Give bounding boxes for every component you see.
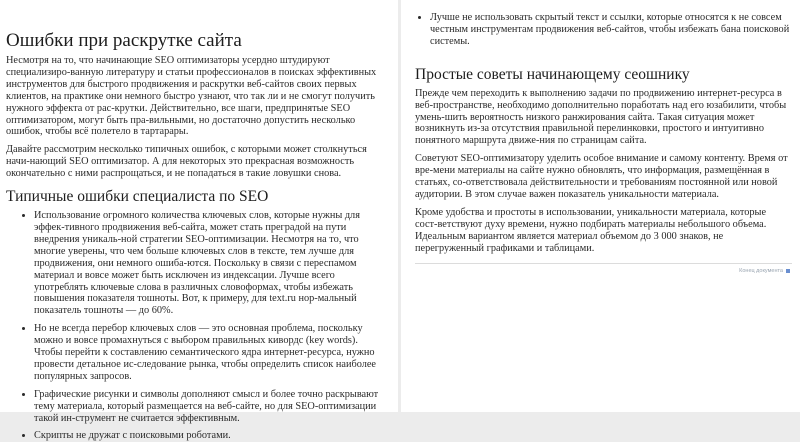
list-item: • Графические рисунки и символы дополняют смысл и более точно раскрывают тему материала, который размещается на веб-сайте, но для SEO-оптимизации такой ин-струмент не считается эффективным. (34, 389, 388, 425)
tips-paragraph: Советуют SEO-оптимизатору уделить особое внимание и самому контенту. Время от вре-мени материалы на сайте нужно обновлять, что информация, размещённая в статьях, со-ответствовала действительности и требованиям постоянной или новой аудитории. В этом случае важен показатель уникальности материала. (415, 153, 788, 200)
document-end-divider (415, 263, 792, 274)
document-end-marker[interactable] (739, 268, 790, 274)
document-end-icon (786, 269, 790, 273)
error-list (6, 210, 388, 442)
list-item: • Скрипты не дружат с поисковыми роботами. (34, 430, 388, 442)
list-item: • Использование огромного количества ключевых слов, которые нужны для эффек-тивного продвижения веб-сайта, может стать преградой на пути внедрения уникаль-ной стратегии SEO-оптимизации. Несмотря на то, что многие уверены, что чем больше ключевых слов в тексте, тем лучше для продвижения, они немного ошиба-ются. Поскольку в связи с переспамом материал и вовсе может быть исключен из индексации. Лучше всего употреблять ключевые слова в различных словоформах, чтобы избежать повышения показателя тошноты. Вот, к примеру, для text.ru нор-мальный показатель тошноты — до 60%. (34, 210, 388, 317)
document-page-1 (0, 0, 398, 442)
section-heading-typical-errors: Типичные ошибки специалиста по SEO (6, 188, 269, 206)
list-item: • Лучше не использовать скрытый текст и ссылки, которые относятся к не совсем честным инструментам продвижения веб-сайтов, чтобы избежать бана поисковой системы. (430, 12, 790, 48)
tips-paragraph: Прежде чем переходить к выполнению задачи по продвижению интернет-ресурса в веб-пространстве, необходимо дополнительно поработать над его юзабилити, чтобы умень-шить вероятность низкого ранжирования сайта. Такая ситуация может возникнуть из-за отсутствия правильной перелинковки, простого и интуитивно понятного маршрута движе-ния по страницам сайта. (415, 87, 787, 147)
list-item: • Но не всегда перебор ключевых слов — это основная проблема, поскольку можно и вовсе промахнуться с выбором правильных кивордс (key words). Чтобы перейти к составлению семантического ядра интернет-ресурса, нужно провести детальное ис-следование рынка, чтобы определить список наиболее популярных запросов. (34, 323, 388, 383)
article-title: Ошибки при раскрутке сайта (6, 30, 242, 51)
document-page-2 (401, 0, 800, 412)
tips-paragraph: Кроме удобства и простоты в использовании, уникальности материала, которые сост-ветствуют духу времени, нужно подбирать материалы небольшого объема. Идеальным вариантом является материал объемом до 3 000 знаков, не перегруженный графиками и таблицами. (415, 206, 767, 254)
document-end-label: Конец документа (739, 268, 783, 274)
intro-paragraph: Несмотря на то, что начинающие SEO оптимизаторы усердно штудируют специализиро-ванную литературу и статьи профессионалов в поисках эффективных инструментов для быстрого продвижения и раскрутки веб-сайтов своих первых клиентов, на практике они немного быстро узнают, что так ли и не смогут получить нужного эффекта от рас-крутки. Действительно, все шаги, предпринятые SEO оптимизатором, могут быть пра-вильными, но достаточно допустить несколько ошибок, чтобы всё полетело в тартарары. (6, 55, 377, 138)
section-heading-tips: Простые советы начинающему сеошнику (415, 65, 690, 83)
error-list-continued (415, 12, 790, 48)
intro-paragraph: Давайте рассмотрим несколько типичных ошибок, с которыми может столкнуться начи-нающий SEO оптимизатор. А для некоторых это прекрасная возможность окончательно с ними распрощаться, и не попадаться в такие ловушки снова. (6, 144, 367, 180)
